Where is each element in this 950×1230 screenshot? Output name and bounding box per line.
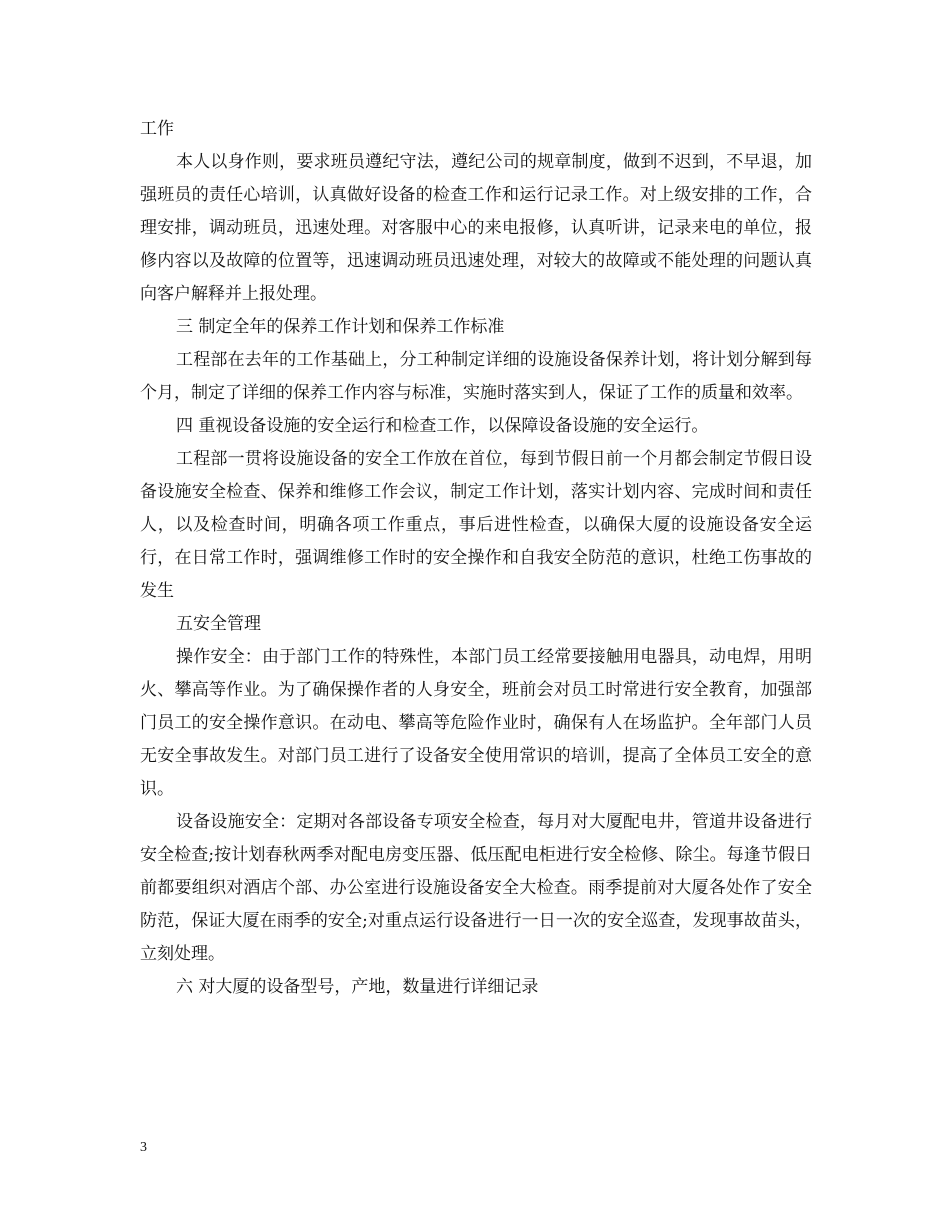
paragraph-safety-inspection: 工程部一贯将设施设备的安全工作放在首位，每到节假日前一个月都会制定节假日设备设施安全检查、保养和维修工作会议，制定工作计划，落实计划内容、完成时间和责任人，以及检查时间，明确各项工作重点，事后进性检查，以确保大厦的设施设备安全运行，在日常工作时，强调维修工作时的安全操作和自我安全防范的意识，杜绝工伤事故的发生 [140, 449, 812, 601]
paragraph-continuation: 工作 [140, 119, 174, 139]
document-body [140, 113, 812, 1004]
paragraph-team-discipline: 本人以身作则，要求班员遵纪守法，遵纪公司的规章制度，做到不迟到，不早退，加强班员的责任心培训，认真做好设备的检查工作和运行记录工作。对上级安排的工作，合理安排，调动班员，迅速处理。对客服中心的来电报修，认真听讲，记录来电的单位，报修内容以及故障的位置等，迅速调动班员迅速处理，对较大的故障或不能处理的问题认真向客户解释并上报处理。 [140, 152, 812, 304]
paragraph-maintenance-plan: 工程部在去年的工作基础上，分工种制定详细的设施设备保养计划，将计划分解到每个月，制定了详细的保养工作内容与标准，实施时落实到人，保证了工作的质量和效率。 [140, 350, 812, 403]
section-heading-3: 三 制定全年的保养工作计划和保养工作标准 [176, 317, 505, 337]
page-number: 3 [140, 1140, 147, 1155]
section-heading-5: 五安全管理 [176, 614, 261, 634]
paragraph-operation-safety: 操作安全：由于部门工作的特殊性，本部门员工经常要接触用电器具，动电焊，用明火、攀高等作业。为了确保操作者的人身安全，班前会对员工时常进行安全教育，加强部门员工的安全操作意识。在动电、攀高等危险作业时，确保有人在场监护。全年部门人员无安全事故发生。对部门员工进行了设备安全使用常识的培训，提高了全体员工安全的意识。 [140, 647, 812, 799]
section-heading-4: 四 重视设备设施的安全运行和检查工作，以保障设备设施的安全运行。 [176, 416, 709, 436]
paragraph-equipment-safety: 设备设施安全：定期对各部设备专项安全检查，每月对大厦配电井，管道井设备进行安全检查;按计划春秋两季对配电房变压器、低压配电柜进行安全检修、除尘。每逢节假日前都要组织对酒店个部、办公室进行设施设备安全大检查。雨季提前对大厦各处作了安全防范，保证大厦在雨季的安全;对重点运行设备进行一日一次的安全巡查，发现事故苗头，立刻处理。 [140, 812, 812, 964]
section-heading-6: 六 对大厦的设备型号，产地，数量进行详细记录 [176, 977, 539, 997]
